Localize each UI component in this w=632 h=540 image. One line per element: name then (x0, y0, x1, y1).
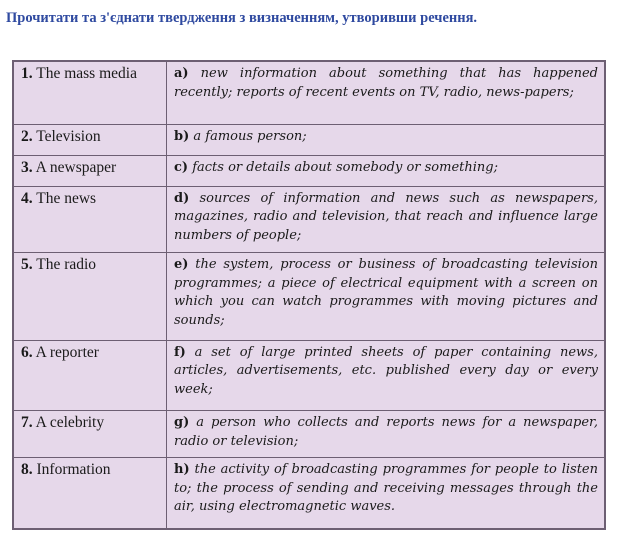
term-number: 6. (21, 343, 33, 361)
definition-text: a famous person; (193, 129, 307, 145)
definition-letter: c) (174, 160, 189, 176)
term-cell (14, 186, 167, 253)
term-number: 8. (21, 461, 33, 479)
term-label: A celebrity (35, 414, 105, 432)
matching-table-grid (13, 61, 605, 529)
definition-text: the activity of broadcasting programmes for people to listen to; the process of sending and receiving messages through the air, using electromagnetic waves. (174, 462, 598, 515)
definition-cell (167, 186, 605, 253)
term-label: A newspaper (35, 159, 117, 177)
definition-text: new information about something that has happened recently; reports of recent events on TV, radio, news-papers; (174, 66, 598, 100)
term-label: The mass media (36, 65, 137, 82)
definition-letter: b) (174, 129, 190, 145)
term-cell (14, 62, 167, 125)
term-cell (14, 340, 167, 411)
definition-cell (167, 458, 605, 529)
definition-text: the system, process or business of broadcasting television programmes; a piece of electrical equipment with a screen on which you can watch programmes with moving pictures and sounds; (174, 257, 598, 328)
term-cell (14, 253, 167, 340)
table-row (14, 125, 605, 156)
definition-cell (167, 253, 605, 340)
term-label: The news (36, 189, 97, 207)
definition-text: facts or details about somebody or something; (192, 160, 498, 176)
definition-text: a set of large printed sheets of paper containing news, articles, advertisements, etc. published every day or every week; (174, 344, 598, 397)
term-label: Television (36, 128, 101, 146)
definition-letter: f) (174, 344, 186, 360)
term-label: The radio (36, 256, 97, 274)
term-cell (14, 411, 167, 458)
definition-letter: e) (174, 257, 189, 273)
table-row (14, 340, 605, 411)
table-row (14, 253, 605, 340)
matching-table (12, 60, 606, 530)
definition-letter: d) (174, 190, 190, 206)
term-number: 7. (21, 414, 33, 432)
definition-letter: h) (174, 462, 190, 478)
term-label: Information (36, 461, 111, 479)
definition-text: sources of information and news such as newspapers, magazines, radio and television, that reach and influence large numbers of people; (174, 190, 598, 243)
table-row (14, 62, 605, 125)
term-label: A reporter (35, 343, 99, 361)
term-number: 3. (21, 159, 33, 177)
term-number: 1. (21, 65, 33, 82)
definition-cell (167, 340, 605, 411)
term-number: 2. (21, 128, 33, 146)
table-row (14, 458, 605, 529)
page-title: Прочитати та з'єднати твердження з визначенням, утворивши речення. (6, 10, 478, 26)
definition-letter: a) (174, 66, 189, 81)
definition-cell (167, 411, 605, 458)
definition-cell (167, 125, 605, 156)
term-cell (14, 125, 167, 156)
term-cell (14, 458, 167, 529)
table-row (14, 186, 605, 253)
table-row (14, 156, 605, 187)
term-number: 5. (21, 256, 33, 274)
term-cell (14, 156, 167, 187)
definition-letter: g) (174, 415, 190, 431)
table-row (14, 411, 605, 458)
definition-text: a person who collects and reports news for a newspaper, radio or television; (174, 415, 598, 449)
definition-cell (167, 156, 605, 187)
term-number: 4. (21, 189, 33, 207)
definition-cell (167, 62, 605, 125)
